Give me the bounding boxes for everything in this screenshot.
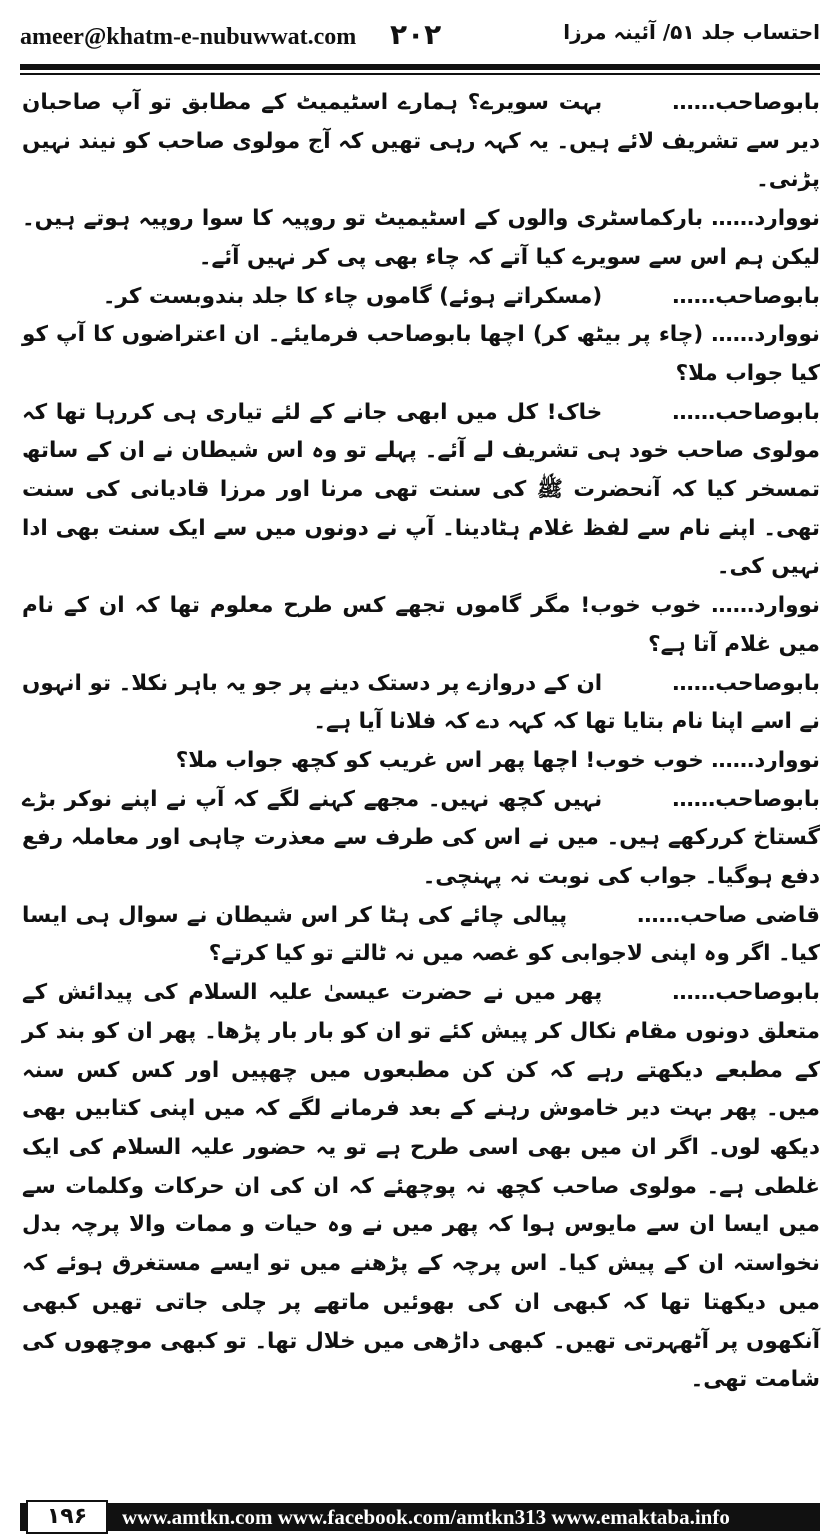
header-page-number: ۲۰۲ — [390, 18, 442, 51]
dialogue-text: (چاء پر بیٹھ کر) اچھا بابوصاحب فرمایئے۔ ان اعتراضوں کا آپ کو کیا جواب ملا؟ — [22, 322, 820, 386]
speaker-label: نووارد…… — [711, 206, 820, 232]
dialogue-paragraph — [22, 316, 820, 393]
page-header — [20, 18, 820, 62]
dialogue-paragraph — [22, 84, 820, 200]
dialogue-paragraph — [22, 665, 820, 742]
speaker-label: بابوصاحب…… — [672, 670, 820, 696]
header-rule-thick — [20, 64, 820, 70]
dialogue-paragraph — [22, 394, 820, 588]
dialogue-text: نہیں کچھ نہیں۔ مجھے کہنے لگے کہ آپ نے اپنے نوکر بڑے گستاخ کررکھے ہیں۔ میں نے اس کی طرف سے معذرت چاہی اور معاملہ رفع دفع ہوگیا۔ جواب کی نوبت نہ پہنچی۔ — [22, 786, 820, 890]
dialogue-paragraph — [22, 974, 820, 1400]
page-footer — [20, 1500, 820, 1536]
dialogue-paragraph — [22, 278, 820, 317]
dialogue-paragraph — [22, 897, 820, 974]
header-book-title: احتساب جلد ۵۱/ آئینہ مرزا — [563, 20, 820, 44]
footer-page-number: ۱۹۶ — [26, 1500, 108, 1534]
header-email: ameer@khatm-e-nubuwwat.com — [20, 24, 357, 50]
speaker-label: بابوصاحب…… — [672, 980, 820, 1006]
speaker-label: نووارد…… — [711, 593, 820, 619]
speaker-label: نووارد…… — [711, 747, 820, 773]
dialogue-body — [22, 84, 820, 1484]
dialogue-text: (مسکراتے ہوئے) گاموں چاء کا جلد بندوبست کر۔ — [102, 283, 603, 309]
speaker-label: بابوصاحب…… — [672, 399, 820, 425]
footer-urls: www.amtkn.com www.facebook.com/amtkn313 www.emaktaba.info — [122, 1505, 730, 1529]
header-rule-thin — [20, 73, 820, 75]
dialogue-text: پیالی چائے کی ہٹا کر اس شیطان نے سوال ہی ایسا کیا۔ اگر وہ اپنی لاجوابی کو غصہ میں نہ ٹالتے تو کیا کرتے؟ — [22, 902, 820, 967]
dialogue-text: بارکماسٹری والوں کے اسٹیمیٹ تو روپیہ کا سوا روپیہ ہوتے ہیں۔ لیکن ہم اس سے سویرے کیا آتے کہ چاء بھی پی کر نہیں آئے۔ — [22, 206, 820, 270]
dialogue-text: خوب خوب! اچھا پھر اس غریب کو کچھ جواب ملا؟ — [175, 747, 704, 773]
dialogue-text: خوب خوب! مگر گاموں تجھے کس طرح معلوم تھا کہ ان کے نام میں غلام آتا ہے؟ — [22, 593, 820, 657]
dialogue-paragraph — [22, 587, 820, 664]
speaker-label: قاضی صاحب…… — [637, 902, 820, 928]
speaker-label: بابوصاحب…… — [672, 90, 820, 115]
dialogue-paragraph — [22, 742, 820, 781]
dialogue-text: پھر میں نے حضرت عیسیٰ علیہ السلام کی پیدائش کے متعلق دونوں مقام نکال کر پیش کئے تو ان کو بار بار پڑھا۔ پھر ان کو بند کر کے مطبعے دیکھتے رہے کہ کن کن مطبعوں میں چھپیں اور کس کس سنہ میں۔ پھر بہت دیر خاموش رہنے کے بعد فرمانے لگے کہ میں اپنی کتابیں بھی دیکھ لوں۔ اگر ان میں بھی اسی طرح ہے تو یہ حضور علیہ السلام کی ایک غلطی ہے۔ مولوی صاحب کچھ نہ پوچھئے کہ ان کی ان حرکات وکلمات سے میں ایسا ان سے مایوس ہوا کہ پھر میں نے وہ حیات و ممات والا پرچہ بدل نخواستہ ان کے پیش کیا۔ اس پرچہ کے پڑھنے میں تو ایسے مستغرق ہوئے کہ میں دیکھتا تھا کہ کبھی ان کی بھوئیں ماتھے پر چلی جاتی تھیں کبھی آنکھوں پر آٹھہرتی تھیں۔ کبھی داڑھی میں خلال تھا۔ تو کبھی موچھوں کی شامت تھی۔ — [22, 980, 820, 1393]
dialogue-text: بہت سویرے؟ ہمارے اسٹیمیٹ کے مطابق تو آپ صاحبان دیر سے تشریف لائے ہیں۔ یہ کہہ رہی تھیں کہ آج مولوی صاحب کو نیند نہیں پڑنی۔ — [22, 90, 820, 193]
speaker-label: بابوصاحب…… — [672, 786, 820, 812]
dialogue-paragraph — [22, 781, 820, 897]
speaker-label: بابوصاحب…… — [672, 283, 820, 309]
dialogue-paragraph — [22, 200, 820, 277]
dialogue-text: ان کے دروازے پر دستک دینے پر جو یہ باہر نکلا۔ تو انہوں نے اسے اپنا نام بتایا تھا کہ کہہ دے کہ فلانا آیا ہے۔ — [22, 670, 820, 735]
dialogue-text: خاک! کل میں ابھی جانے کے لئے تیاری ہی کررہا تھا کہ مولوی صاحب خود ہی تشریف لے آئے۔ پہلے تو وہ اس شیطان نے ان کے ساتھ تمسخر کیا کہ آنحضرت ﷺ کی سنت تھی مرنا اور مرزا قادیانی کی سنت تھی۔ اپنے نام سے لفظ غلام ہٹادینا۔ آپ نے دونوں میں سے ایک سنت بھی ادا نہیں کی۔ — [22, 399, 820, 580]
speaker-label: نووارد…… — [711, 322, 820, 348]
